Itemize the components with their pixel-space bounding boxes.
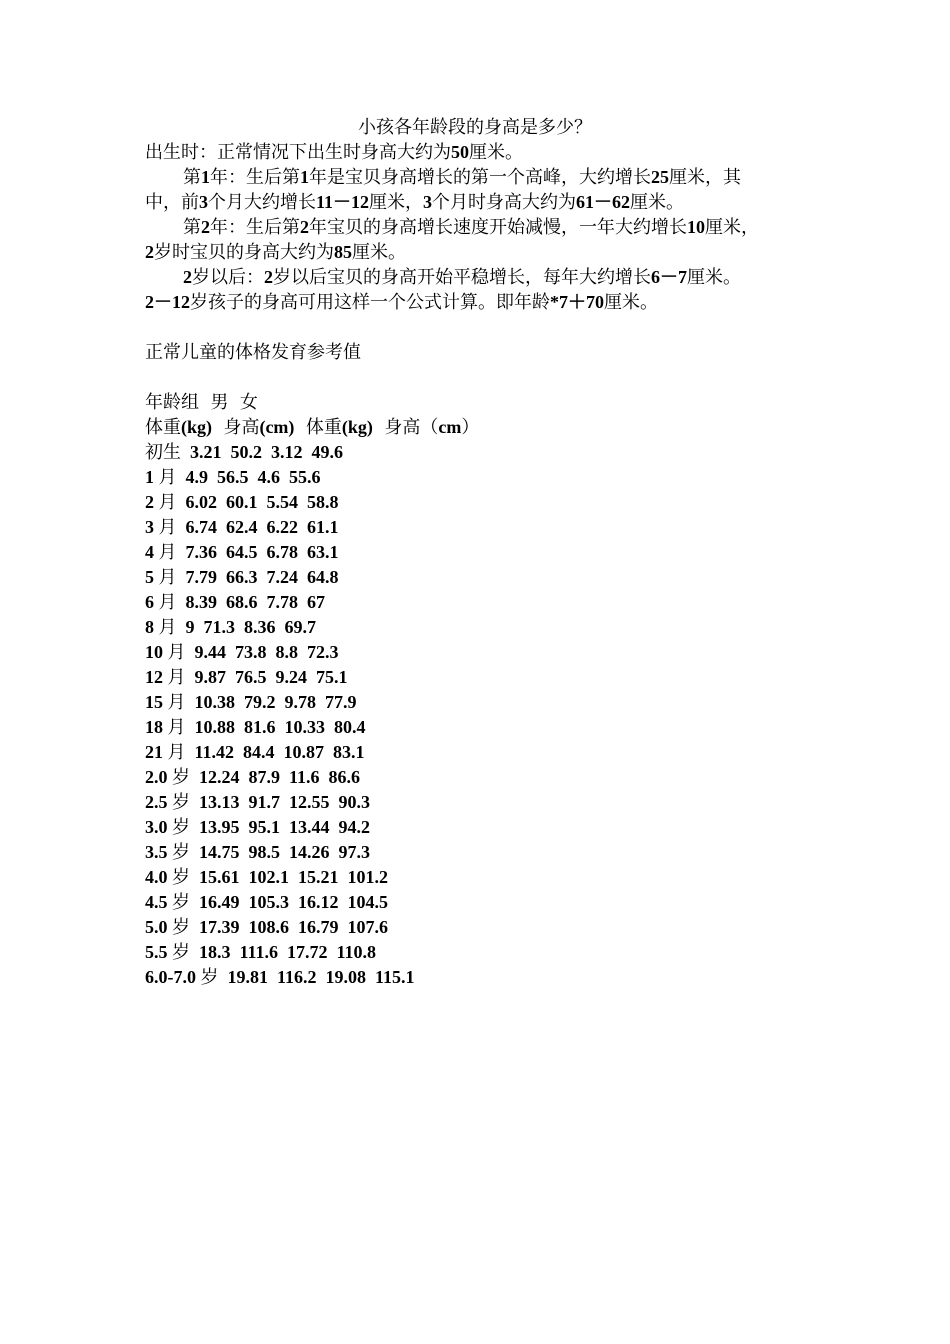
male-label: 男 xyxy=(210,392,229,413)
male-weight-cell: 14.75 xyxy=(199,842,240,862)
male-weight-cell: 19.81 xyxy=(227,967,268,987)
number-fragment: 6－7 xyxy=(651,267,687,287)
male-weight-cell: 10.88 xyxy=(194,717,235,737)
female-height-cell: 58.8 xyxy=(307,492,339,512)
formula-paragraph xyxy=(145,290,658,315)
text-fragment: 第 xyxy=(183,167,201,188)
age-number: 6 xyxy=(145,592,159,612)
number-fragment: *7＋70 xyxy=(550,292,604,312)
age-unit: 月 xyxy=(158,567,177,588)
female-height-cell: 80.4 xyxy=(334,717,366,737)
age-cell xyxy=(145,492,177,512)
age-cell xyxy=(145,592,177,612)
male-height-cell: 116.2 xyxy=(277,967,317,987)
document-title: 小孩各年龄段的身高是多少？ xyxy=(358,117,592,138)
text-fragment: 厘米。 xyxy=(352,242,406,263)
female-weight-cell: 8.36 xyxy=(244,617,276,637)
age-cell xyxy=(145,817,190,837)
age-number: 8 xyxy=(145,617,159,637)
age-number: 2.5 xyxy=(145,792,172,812)
age-number: 18 xyxy=(145,717,168,737)
text-fragment: 年：生后第 xyxy=(210,167,300,188)
age-cell xyxy=(145,767,190,787)
age-cell xyxy=(145,967,219,987)
number-fragment: 85 xyxy=(334,242,352,262)
female-weight-cell: 19.08 xyxy=(325,967,367,987)
female-height-cell: 86.6 xyxy=(328,767,361,787)
number-fragment: 2 xyxy=(201,217,210,237)
male-height-cell: 71.3 xyxy=(203,617,235,637)
age-unit: 月 xyxy=(167,692,186,713)
male-weight-cell: 9 xyxy=(185,617,195,637)
text-fragment: 年：生后第 xyxy=(210,217,300,238)
table-column-header xyxy=(145,415,479,440)
age-unit: 月 xyxy=(158,617,177,638)
female-height-cell: 69.7 xyxy=(284,617,316,637)
female-height-cell: 83.1 xyxy=(333,742,365,762)
female-weight-cell: 8.8 xyxy=(275,642,298,662)
male-height-cell: 62.4 xyxy=(226,517,258,537)
female-height-cell: 110.8 xyxy=(336,942,377,962)
table-row xyxy=(145,715,366,740)
after2-paragraph xyxy=(183,265,741,290)
birth-paragraph xyxy=(145,140,523,165)
female-weight-cell: 16.79 xyxy=(298,917,339,937)
age-unit: 岁 xyxy=(172,842,190,863)
female-weight-cell: 9.78 xyxy=(284,692,316,712)
age-cell xyxy=(145,842,190,862)
age-cell xyxy=(145,942,190,962)
height-label: 身高 xyxy=(223,417,260,438)
male-height-cell: 64.5 xyxy=(226,542,258,562)
female-height-cell: 107.6 xyxy=(347,917,388,937)
number-fragment: 25 xyxy=(651,167,669,187)
female-weight-cell: 10.87 xyxy=(283,742,325,762)
male-weight-cell: 3.21 xyxy=(190,442,222,462)
male-height-cell: 95.1 xyxy=(248,817,280,837)
table-row xyxy=(145,465,321,490)
female-height-cell: 63.1 xyxy=(307,542,339,562)
male-weight-cell: 7.79 xyxy=(185,567,217,587)
table-row xyxy=(145,790,370,815)
weight-label: 体重 xyxy=(305,417,342,438)
male-height-cell: 76.5 xyxy=(235,667,267,687)
age-unit: 岁 xyxy=(172,817,190,838)
male-weight-cell: 4.9 xyxy=(185,467,208,487)
text-fragment: 岁以后宝贝的身高开始平稳增长，每年大约增长 xyxy=(273,267,651,288)
male-weight-cell: 6.02 xyxy=(185,492,217,512)
age-number: 6.0-7.0 xyxy=(145,967,201,987)
age-unit: 月 xyxy=(167,717,186,738)
section-title: 正常儿童的体格发育参考值 xyxy=(145,342,361,363)
birth-prefix: 出生时：正常情况下出生时身高大约为 xyxy=(145,142,451,163)
age-cell xyxy=(145,642,186,662)
female-weight-cell: 5.54 xyxy=(266,492,298,512)
table-row xyxy=(145,640,339,665)
age-number: 4 xyxy=(145,542,159,562)
female-weight-cell: 13.44 xyxy=(289,817,330,837)
age-cell xyxy=(145,467,177,487)
text-fragment: 第 xyxy=(183,217,201,238)
age-cell xyxy=(145,567,177,587)
male-weight-cell: 8.39 xyxy=(185,592,217,612)
female-height-cell: 77.9 xyxy=(325,692,357,712)
female-height-cell: 67 xyxy=(307,592,325,612)
male-height-cell: 68.6 xyxy=(226,592,258,612)
age-unit: 岁 xyxy=(172,942,190,963)
age-unit: 初生 xyxy=(145,442,181,463)
male-height-cell: 56.5 xyxy=(217,467,249,487)
text-fragment: ） xyxy=(461,417,480,438)
year1-paragraph-line2 xyxy=(145,190,684,215)
age-number: 4.0 xyxy=(145,867,172,887)
female-height-cell: 101.2 xyxy=(347,867,388,887)
female-height-cell: 64.8 xyxy=(307,567,339,587)
number-fragment: 2 xyxy=(145,242,154,262)
female-weight-cell: 4.6 xyxy=(257,467,280,487)
age-unit: 岁 xyxy=(172,867,190,888)
text-fragment: 中，前 xyxy=(145,192,199,213)
male-height-cell: 91.7 xyxy=(248,792,280,812)
weight-label: 体重 xyxy=(145,417,181,438)
male-height-cell: 102.1 xyxy=(248,867,289,887)
female-height-cell: 104.5 xyxy=(347,892,388,912)
text-fragment: 厘米。 xyxy=(630,192,685,213)
female-height-cell: 94.2 xyxy=(338,817,370,837)
male-weight-cell: 10.38 xyxy=(194,692,235,712)
table-row xyxy=(145,440,343,465)
female-height-cell: 72.3 xyxy=(307,642,339,662)
text-fragment: 厘米，其 xyxy=(669,167,741,188)
text-fragment: 厘米。 xyxy=(604,292,658,313)
unit-label: (kg) xyxy=(341,417,373,437)
male-weight-cell: 12.24 xyxy=(199,767,240,787)
male-weight-cell: 9.87 xyxy=(194,667,226,687)
age-number: 10 xyxy=(145,642,168,662)
age-unit: 月 xyxy=(167,667,186,688)
female-weight-cell: 6.78 xyxy=(266,542,298,562)
female-weight-cell: 11.6 xyxy=(289,767,320,787)
age-number: 5.5 xyxy=(145,942,172,962)
female-height-cell: 115.1 xyxy=(375,967,415,987)
unit-label: (cm) xyxy=(259,417,295,437)
male-weight-cell: 18.3 xyxy=(199,942,231,962)
female-weight-cell: 15.21 xyxy=(298,867,339,887)
age-cell xyxy=(145,617,177,637)
number-fragment: 2 xyxy=(183,267,192,287)
age-number: 5.0 xyxy=(145,917,172,937)
birth-suffix: 厘米。 xyxy=(469,142,523,163)
male-height-cell: 81.6 xyxy=(244,717,276,737)
male-weight-cell: 6.74 xyxy=(185,517,217,537)
female-height-cell: 49.6 xyxy=(311,442,343,462)
age-cell xyxy=(145,917,190,937)
age-unit: 月 xyxy=(158,592,177,613)
age-cell xyxy=(145,892,190,912)
number-fragment: 2 xyxy=(300,217,309,237)
number-fragment: 10 xyxy=(687,217,705,237)
text-fragment: 年是宝贝身高增长的第一个高峰，大约增长 xyxy=(309,167,651,188)
age-cell xyxy=(145,542,177,562)
male-weight-cell: 9.44 xyxy=(194,642,226,662)
age-unit: 岁 xyxy=(172,917,190,938)
male-weight-cell: 17.39 xyxy=(199,917,240,937)
text-fragment: 厘米， xyxy=(705,217,759,238)
birth-value: 50 xyxy=(451,142,469,162)
female-weight-cell: 3.12 xyxy=(271,442,303,462)
female-weight-cell: 12.55 xyxy=(289,792,330,812)
age-number: 3.0 xyxy=(145,817,172,837)
male-weight-cell: 13.95 xyxy=(199,817,240,837)
number-fragment: 11－12 xyxy=(316,192,370,212)
number-fragment: 2－12 xyxy=(145,292,190,312)
table-row xyxy=(145,940,376,965)
table-row xyxy=(145,665,348,690)
female-weight-cell: 9.24 xyxy=(275,667,307,687)
age-cell xyxy=(145,442,181,462)
table-row xyxy=(145,915,388,940)
female-weight-cell: 14.26 xyxy=(289,842,330,862)
male-height-cell: 87.9 xyxy=(248,767,280,787)
age-number: 2.0 xyxy=(145,767,172,787)
age-number: 3 xyxy=(145,517,159,537)
female-weight-cell: 7.78 xyxy=(266,592,298,612)
text-fragment: 个月大约增长 xyxy=(208,192,316,213)
female-weight-cell: 7.24 xyxy=(266,567,298,587)
age-number: 21 xyxy=(145,742,168,762)
female-weight-cell: 16.12 xyxy=(298,892,339,912)
table-row xyxy=(145,590,325,615)
male-height-cell: 60.1 xyxy=(226,492,258,512)
table-group-header xyxy=(145,390,258,415)
age-cell xyxy=(145,792,190,812)
age-unit: 岁 xyxy=(172,892,190,913)
text-fragment: 岁孩子的身高可用这样一个公式计算。即年龄 xyxy=(190,292,550,313)
male-height-cell: 50.2 xyxy=(230,442,262,462)
age-number: 2 xyxy=(145,492,159,512)
male-height-cell: 84.4 xyxy=(243,742,275,762)
table-row xyxy=(145,890,388,915)
text-fragment: 岁时宝贝的身高大约为 xyxy=(154,242,334,263)
table-row xyxy=(145,740,365,765)
height-label: 身高（ xyxy=(384,417,439,438)
text-fragment: 厘米， xyxy=(369,192,424,213)
age-unit: 月 xyxy=(158,542,177,563)
text-fragment: 厘米。 xyxy=(687,267,741,288)
age-cell xyxy=(145,742,186,762)
age-cell xyxy=(145,717,186,737)
female-height-cell: 75.1 xyxy=(316,667,348,687)
number-fragment: 1 xyxy=(300,167,309,187)
year2-paragraph-line2 xyxy=(145,240,406,265)
number-fragment: 61－62 xyxy=(576,192,631,212)
male-weight-cell: 7.36 xyxy=(185,542,217,562)
table-row xyxy=(145,515,339,540)
male-height-cell: 98.5 xyxy=(248,842,280,862)
male-weight-cell: 11.42 xyxy=(194,742,235,762)
male-weight-cell: 16.49 xyxy=(199,892,240,912)
age-number: 15 xyxy=(145,692,168,712)
male-weight-cell: 13.13 xyxy=(199,792,240,812)
number-fragment: 3 xyxy=(423,192,433,212)
age-unit: 月 xyxy=(167,742,186,763)
male-height-cell: 73.8 xyxy=(235,642,267,662)
age-unit: 月 xyxy=(158,467,177,488)
female-weight-cell: 17.72 xyxy=(287,942,328,962)
text-fragment: 岁以后： xyxy=(192,267,264,288)
age-group-label: 年龄组 xyxy=(145,392,199,413)
unit-label: cm xyxy=(438,417,462,437)
age-number: 4.5 xyxy=(145,892,172,912)
table-row xyxy=(145,540,339,565)
male-height-cell: 111.6 xyxy=(239,942,279,962)
female-label: 女 xyxy=(239,392,258,413)
age-number: 3.5 xyxy=(145,842,172,862)
age-number: 5 xyxy=(145,567,159,587)
age-number: 1 xyxy=(145,467,159,487)
age-cell xyxy=(145,867,190,887)
text-fragment: 年宝贝的身高增长速度开始减慢，一年大约增长 xyxy=(309,217,687,238)
age-unit: 月 xyxy=(158,517,177,538)
number-fragment: 2 xyxy=(264,267,273,287)
age-unit: 岁 xyxy=(172,767,190,788)
age-unit: 月 xyxy=(158,492,177,513)
table-row xyxy=(145,615,316,640)
male-height-cell: 66.3 xyxy=(226,567,258,587)
table-row xyxy=(145,840,370,865)
age-cell xyxy=(145,692,186,712)
year1-paragraph-line1 xyxy=(183,165,741,190)
age-cell xyxy=(145,667,186,687)
table-row xyxy=(145,490,339,515)
unit-label: (kg) xyxy=(181,417,212,437)
female-weight-cell: 10.33 xyxy=(284,717,325,737)
age-unit: 岁 xyxy=(172,792,190,813)
number-fragment: 3 xyxy=(199,192,208,212)
female-height-cell: 90.3 xyxy=(338,792,370,812)
table-row xyxy=(145,865,388,890)
female-weight-cell: 6.22 xyxy=(266,517,298,537)
table-row xyxy=(145,965,415,990)
table-row xyxy=(145,815,370,840)
number-fragment: 1 xyxy=(201,167,210,187)
text-fragment: 个月时身高大约为 xyxy=(432,192,577,213)
year2-paragraph-line1 xyxy=(183,215,759,240)
table-row xyxy=(145,765,360,790)
age-unit: 岁 xyxy=(200,967,219,988)
male-height-cell: 108.6 xyxy=(248,917,289,937)
male-height-cell: 79.2 xyxy=(244,692,276,712)
female-height-cell: 61.1 xyxy=(307,517,339,537)
male-weight-cell: 15.61 xyxy=(199,867,240,887)
female-height-cell: 97.3 xyxy=(338,842,370,862)
age-unit: 月 xyxy=(167,642,186,663)
age-number: 12 xyxy=(145,667,168,687)
table-row xyxy=(145,565,339,590)
female-height-cell: 55.6 xyxy=(289,467,321,487)
table-row xyxy=(145,690,357,715)
age-cell xyxy=(145,517,177,537)
male-height-cell: 105.3 xyxy=(248,892,289,912)
